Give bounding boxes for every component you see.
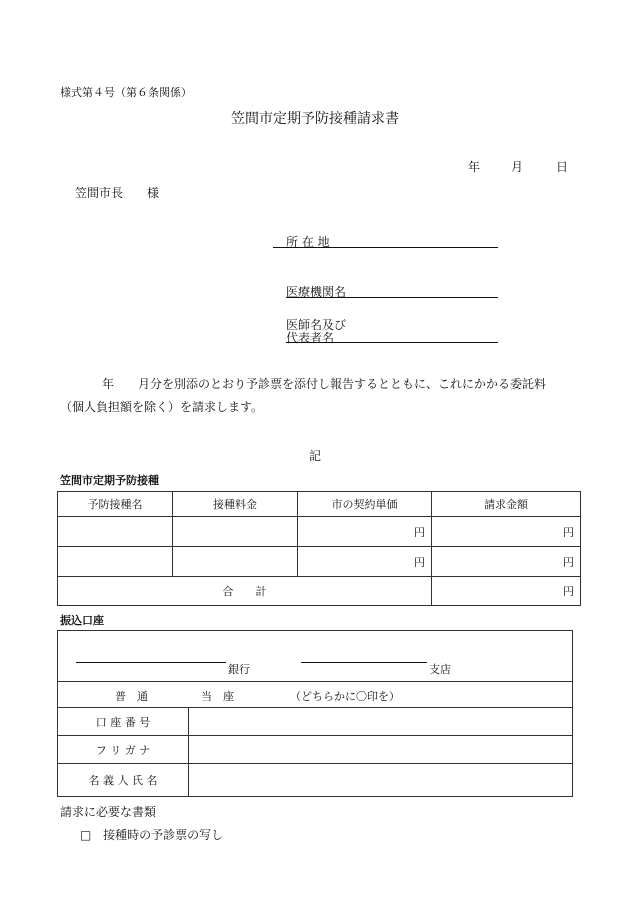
account-type-row [58,682,573,708]
vaccination-table [57,491,581,606]
cell-fee[interactable] [173,517,298,547]
total-label: 合 計 [58,577,432,606]
checkbox-icon[interactable]: □ [80,828,92,842]
bank-label: 銀行 [228,663,250,676]
institution-field[interactable] [286,283,498,298]
body-text-1: 年 月分を別添のとおり予診票を添付し報告するとともに、これにかかる委託料 [102,377,547,391]
date-day: 日 [556,160,569,174]
account-number-field[interactable] [189,708,573,736]
required-docs-item-label: 接種時の予診票の写し [103,828,224,842]
header-amount: 請求金額 [432,492,581,517]
table-row [58,547,581,577]
branch-name-field[interactable] [301,662,427,663]
account-type-current[interactable]: 当 座 [201,690,234,703]
cell-unit-price[interactable]: 円 [298,517,432,547]
account-holder-field[interactable] [189,764,573,797]
bank-table [57,630,573,797]
page-title: 笠間市定期予防接種請求書 [231,111,399,127]
location-label: 所 在 地 [286,235,330,249]
doctor-label-2: 代表者名 [286,331,335,345]
doctor-field[interactable] [286,329,498,343]
account-type-ordinary[interactable]: 普 通 [115,690,148,703]
addressee: 笠間市長 様 [75,186,160,200]
furigana-label: フ リ ガ ナ [58,736,189,764]
header-unit-price: 市の契約単価 [298,492,432,517]
section-vaccination-heading: 笠間市定期予防接種 [60,474,159,487]
section-bank-heading: 振込口座 [60,614,104,627]
account-holder-label: 名 義 人 氏 名 [58,764,189,797]
cell-vaccine-name[interactable] [58,517,173,547]
date-year: 年 [468,160,481,174]
table-row [58,517,581,547]
account-number-label: 口 座 番 号 [58,708,189,736]
bank-row [58,631,573,682]
location-field[interactable] [273,233,498,248]
doctor-label-1: 医師名及び [286,318,347,332]
account-type-note: （どちらかに〇印を） [290,690,400,703]
required-docs-item [80,826,223,843]
cell-vaccine-name[interactable] [58,547,173,577]
bank-name-field[interactable] [76,662,226,663]
furigana-field[interactable] [189,736,573,764]
required-docs-heading: 請求に必要な書類 [60,805,157,819]
cell-fee[interactable] [173,547,298,577]
ki-label: 記 [308,449,321,463]
total-row [58,577,581,606]
header-vaccine-name: 予防接種名 [58,492,173,517]
institution-label: 医療機関名 [286,285,347,299]
body-text-2: （個人負担額を除く）を請求します。 [60,400,264,414]
cell-amount[interactable]: 円 [432,547,581,577]
branch-label: 支店 [429,663,451,676]
cell-amount[interactable]: 円 [432,517,581,547]
date-month: 月 [511,160,524,174]
total-amount[interactable]: 円 [432,577,581,606]
header-fee: 接種料金 [173,492,298,517]
form-number: 様式第４号（第６条関係） [60,86,192,99]
cell-unit-price[interactable]: 円 [298,547,432,577]
